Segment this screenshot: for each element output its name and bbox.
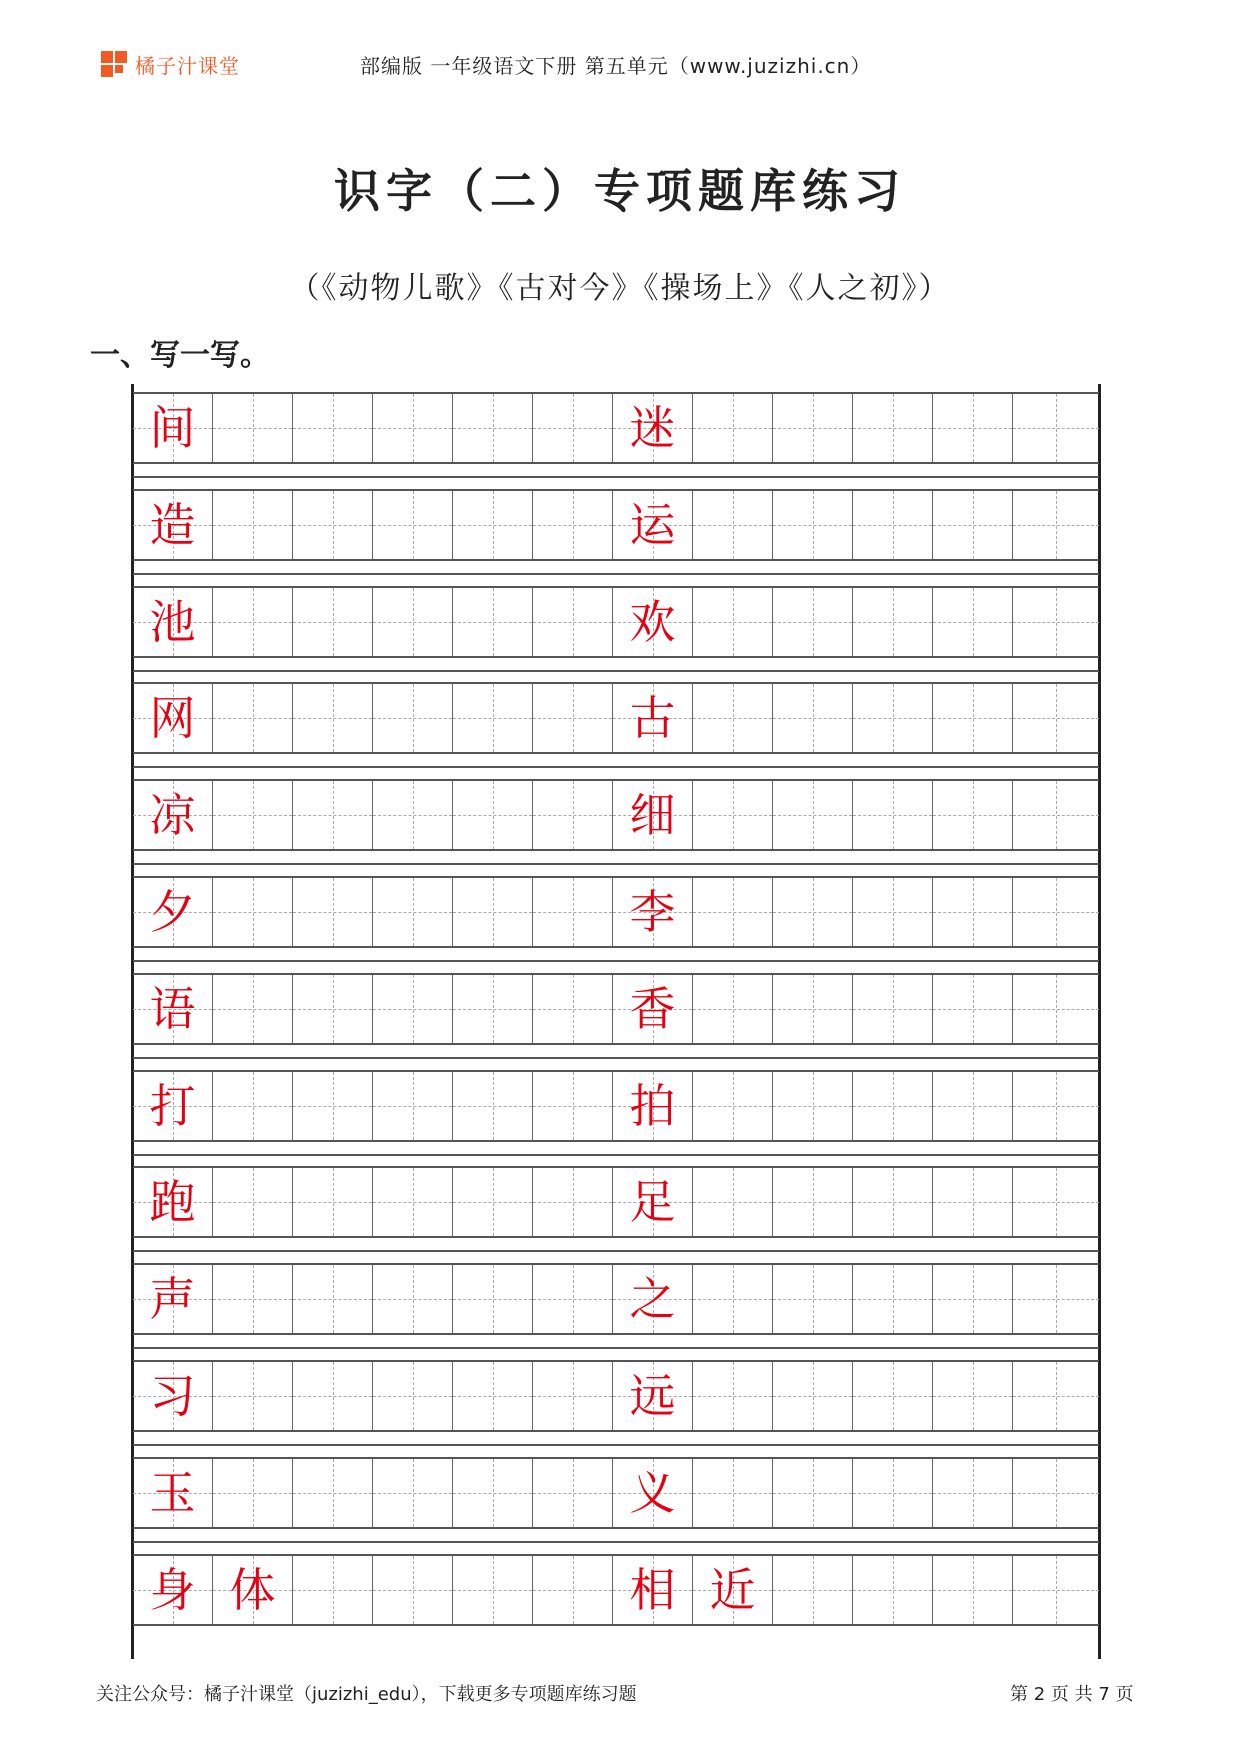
grid-cell[interactable] — [293, 588, 373, 656]
model-character: 义 — [629, 1465, 676, 1520]
grid-cell[interactable] — [693, 394, 773, 462]
grid-cell[interactable] — [693, 1362, 773, 1430]
grid-cell[interactable] — [773, 1072, 853, 1140]
grid-cell[interactable] — [373, 975, 453, 1043]
grid-cell[interactable] — [133, 394, 213, 462]
grid-cell[interactable] — [693, 1168, 773, 1236]
grid-cell[interactable] — [1013, 1362, 1099, 1430]
grid-cell[interactable] — [453, 1459, 533, 1527]
row-separator — [133, 1154, 1099, 1156]
grid-cell[interactable] — [533, 491, 613, 559]
grid-cell[interactable] — [213, 1168, 293, 1236]
grid-cell[interactable] — [373, 588, 453, 656]
model-character: 声 — [149, 1272, 196, 1327]
grid-cell[interactable] — [933, 1168, 1013, 1236]
grid-cell[interactable] — [853, 684, 933, 752]
grid-cell[interactable] — [773, 1168, 853, 1236]
model-character: 跑 — [149, 1175, 196, 1230]
grid-cell[interactable] — [933, 1556, 1013, 1624]
grid-cell[interactable] — [853, 1265, 933, 1333]
grid-cell[interactable] — [213, 1072, 293, 1140]
grid-cell[interactable] — [453, 878, 533, 946]
grid-cell[interactable] — [613, 1168, 693, 1236]
section-title: 一、写一写。 — [90, 338, 270, 373]
grid-cell[interactable] — [933, 1362, 1013, 1430]
grid-cell[interactable] — [613, 975, 693, 1043]
grid-cell[interactable] — [293, 975, 373, 1043]
model-character: 语 — [149, 981, 196, 1036]
grid-cell[interactable] — [373, 1168, 453, 1236]
grid-row — [133, 489, 1099, 561]
grid-cell[interactable] — [533, 1072, 613, 1140]
row-separator — [133, 863, 1099, 865]
grid-row — [133, 876, 1099, 948]
grid-cell[interactable] — [373, 1556, 453, 1624]
grid-cell[interactable] — [853, 1362, 933, 1430]
grid-row — [133, 682, 1099, 754]
row-separator — [133, 1444, 1099, 1446]
grid-cell[interactable] — [1013, 1459, 1099, 1527]
model-character: 玉 — [149, 1465, 196, 1520]
grid-cell[interactable] — [133, 1265, 213, 1333]
grid-cell[interactable] — [293, 491, 373, 559]
row-separator — [133, 960, 1099, 962]
grid-cell[interactable] — [773, 588, 853, 656]
row-separator — [133, 1250, 1099, 1252]
grid-cell[interactable] — [933, 1459, 1013, 1527]
grid-cell[interactable] — [213, 588, 293, 656]
grid-cell[interactable] — [453, 1072, 533, 1140]
grid-cell[interactable] — [133, 1459, 213, 1527]
grid-cell[interactable] — [293, 1556, 373, 1624]
grid-cell[interactable] — [533, 1459, 613, 1527]
model-character: 古 — [629, 691, 676, 746]
grid-cell[interactable] — [293, 1168, 373, 1236]
grid-cell[interactable] — [1013, 781, 1099, 849]
grid-cell[interactable] — [133, 491, 213, 559]
grid-cell[interactable] — [533, 1556, 613, 1624]
model-character: 习 — [149, 1369, 196, 1423]
model-character: 迷 — [629, 401, 676, 455]
grid-cell[interactable] — [373, 394, 453, 462]
grid-cell[interactable] — [693, 1556, 773, 1624]
grid-cell[interactable] — [693, 878, 773, 946]
grid-cell[interactable] — [613, 491, 693, 559]
grid-cell[interactable] — [853, 1168, 933, 1236]
model-character: 远 — [629, 1369, 676, 1423]
grid-cell[interactable] — [373, 491, 453, 559]
grid-row — [133, 1263, 1099, 1335]
grid-cell[interactable] — [373, 684, 453, 752]
grid-cell[interactable] — [1013, 1072, 1099, 1140]
model-character: 身 — [149, 1562, 196, 1617]
grid-cell[interactable] — [773, 684, 853, 752]
grid-cell[interactable] — [373, 1072, 453, 1140]
grid-cell[interactable] — [693, 1072, 773, 1140]
grid-row — [133, 1070, 1099, 1142]
grid-cell[interactable] — [133, 878, 213, 946]
grid-cell[interactable] — [133, 975, 213, 1043]
grid-cell[interactable] — [773, 975, 853, 1043]
grid-cell[interactable] — [853, 394, 933, 462]
grid-cell[interactable] — [853, 491, 933, 559]
grid-cell[interactable] — [773, 781, 853, 849]
row-separator — [133, 476, 1099, 478]
grid-cell[interactable] — [213, 878, 293, 946]
grid-cell[interactable] — [373, 1362, 453, 1430]
grid-row — [133, 1554, 1099, 1626]
model-character: 李 — [629, 885, 676, 939]
grid-cell[interactable] — [933, 975, 1013, 1043]
model-character: 足 — [629, 1175, 676, 1230]
grid-cell[interactable] — [613, 1556, 693, 1624]
grid-cell[interactable] — [453, 1168, 533, 1236]
grid-cell[interactable] — [853, 1072, 933, 1140]
grid-cell[interactable] — [293, 1459, 373, 1527]
grid-cell[interactable] — [1013, 878, 1099, 946]
model-character: 凉 — [149, 788, 196, 843]
grid-cell[interactable] — [533, 975, 613, 1043]
grid-cell[interactable] — [133, 781, 213, 849]
grid-cell[interactable] — [133, 1556, 213, 1624]
grid-cell[interactable] — [613, 588, 693, 656]
grid-cell[interactable] — [373, 781, 453, 849]
grid-cell[interactable] — [213, 1459, 293, 1527]
page-header — [0, 36, 1240, 96]
grid-cell[interactable] — [613, 1459, 693, 1527]
grid-cell[interactable] — [1013, 1168, 1099, 1236]
grid-cell[interactable] — [1013, 588, 1099, 656]
model-character: 造 — [149, 497, 196, 552]
grid-cell[interactable] — [693, 588, 773, 656]
grid-cell[interactable] — [453, 394, 533, 462]
grid-cell[interactable] — [773, 491, 853, 559]
brand-logo — [101, 50, 240, 79]
model-character: 近 — [709, 1562, 756, 1617]
grid-cell[interactable] — [773, 1265, 853, 1333]
grid-cell[interactable] — [933, 684, 1013, 752]
grid-cell[interactable] — [133, 588, 213, 656]
grid-cell[interactable] — [933, 491, 1013, 559]
grid-cell[interactable] — [693, 975, 773, 1043]
grid-cell[interactable] — [853, 975, 933, 1043]
grid-cell[interactable] — [933, 781, 1013, 849]
model-character: 网 — [149, 691, 196, 746]
grid-cell[interactable] — [213, 491, 293, 559]
grid-cell[interactable] — [933, 878, 1013, 946]
row-separator — [133, 573, 1099, 575]
grid-cell[interactable] — [453, 781, 533, 849]
grid-cell[interactable] — [373, 1459, 453, 1527]
grid-cell[interactable] — [933, 588, 1013, 656]
grid-cell[interactable] — [213, 684, 293, 752]
header-text: 部编版 一年级语文下册 第五单元（www.juzizhi.cn） — [360, 54, 872, 78]
writing-grid — [133, 384, 1099, 1659]
grid-cell[interactable] — [1013, 491, 1099, 559]
grid-cell[interactable] — [693, 491, 773, 559]
grid-cell[interactable] — [613, 1362, 693, 1430]
row-separator — [133, 1541, 1099, 1543]
grid-cell[interactable] — [613, 781, 693, 849]
grid-cell[interactable] — [293, 684, 373, 752]
grid-cell[interactable] — [453, 588, 533, 656]
grid-cell[interactable] — [853, 878, 933, 946]
grid-cell[interactable] — [773, 1556, 853, 1624]
grid-cell[interactable] — [533, 878, 613, 946]
logo-icon — [101, 51, 129, 79]
grid-cell[interactable] — [533, 1362, 613, 1430]
footer-note: 关注公众号：橘子汁课堂（juzizhi_edu），下载更多专项题库练习题 — [96, 1684, 637, 1705]
grid-cell[interactable] — [293, 1362, 373, 1430]
page-number: 第 2 页 共 7 页 — [1010, 1684, 1134, 1705]
grid-cell[interactable] — [613, 1072, 693, 1140]
grid-cell[interactable] — [933, 1072, 1013, 1140]
grid-cell[interactable] — [213, 394, 293, 462]
grid-cell[interactable] — [613, 684, 693, 752]
grid-cell[interactable] — [533, 781, 613, 849]
grid-cell[interactable] — [293, 878, 373, 946]
grid-cell[interactable] — [773, 394, 853, 462]
grid-cell[interactable] — [1013, 394, 1099, 462]
grid-cell[interactable] — [533, 588, 613, 656]
grid-cell[interactable] — [533, 1168, 613, 1236]
grid-cell[interactable] — [853, 1459, 933, 1527]
grid-row — [133, 1166, 1099, 1238]
model-character: 细 — [629, 788, 676, 843]
grid-cell[interactable] — [853, 781, 933, 849]
row-separator — [133, 766, 1099, 768]
grid-cell[interactable] — [293, 1072, 373, 1140]
row-separator — [133, 670, 1099, 672]
grid-cell[interactable] — [933, 394, 1013, 462]
model-character: 体 — [229, 1562, 276, 1617]
grid-cell[interactable] — [693, 1459, 773, 1527]
grid-cell[interactable] — [853, 588, 933, 656]
row-separator — [133, 1347, 1099, 1349]
grid-cell[interactable] — [213, 1556, 293, 1624]
grid-cell[interactable] — [933, 1265, 1013, 1333]
grid-cell[interactable] — [213, 1265, 293, 1333]
grid-cell[interactable] — [693, 781, 773, 849]
grid-cell[interactable] — [453, 684, 533, 752]
grid-cell[interactable] — [613, 1265, 693, 1333]
model-character: 之 — [629, 1272, 676, 1327]
grid-cell[interactable] — [613, 878, 693, 946]
model-character: 夕 — [149, 885, 196, 939]
grid-cell[interactable] — [853, 1556, 933, 1624]
grid-cell[interactable] — [693, 1265, 773, 1333]
grid-cell[interactable] — [453, 1362, 533, 1430]
grid-cell[interactable] — [613, 394, 693, 462]
grid-cell[interactable] — [213, 1362, 293, 1430]
grid-cell[interactable] — [133, 1362, 213, 1430]
grid-cell[interactable] — [453, 491, 533, 559]
model-character: 相 — [629, 1562, 676, 1617]
model-character: 香 — [629, 981, 676, 1036]
grid-cell[interactable] — [373, 1265, 453, 1333]
grid-cell[interactable] — [453, 975, 533, 1043]
grid-cell[interactable] — [1013, 684, 1099, 752]
grid-cell[interactable] — [373, 878, 453, 946]
grid-cell[interactable] — [1013, 1556, 1099, 1624]
grid-row — [133, 1360, 1099, 1432]
model-character: 欢 — [629, 594, 676, 649]
grid-cell[interactable] — [533, 1265, 613, 1333]
grid-cell[interactable] — [133, 684, 213, 752]
grid-cell[interactable] — [213, 781, 293, 849]
grid-row — [133, 1457, 1099, 1529]
grid-cell[interactable] — [773, 878, 853, 946]
grid-cell[interactable] — [453, 1556, 533, 1624]
model-character: 运 — [629, 497, 676, 552]
grid-cell[interactable] — [133, 1168, 213, 1236]
page-title: 识字（二）专项题库练习 — [334, 164, 906, 218]
grid-cell[interactable] — [773, 1459, 853, 1527]
grid-row — [133, 973, 1099, 1045]
grid-row — [133, 779, 1099, 851]
grid-cell[interactable] — [293, 394, 373, 462]
grid-cell[interactable] — [533, 394, 613, 462]
model-character: 池 — [149, 594, 196, 649]
row-separator — [133, 1057, 1099, 1059]
model-character: 拍 — [629, 1078, 676, 1133]
model-character: 打 — [149, 1078, 196, 1133]
grid-cell[interactable] — [133, 1072, 213, 1140]
grid-cell[interactable] — [533, 684, 613, 752]
page-subtitle: （《动物儿歌》《古对今》《操场上》《人之初》） — [289, 271, 951, 306]
grid-cell[interactable] — [453, 1265, 533, 1333]
grid-cell[interactable] — [1013, 1265, 1099, 1333]
grid-cell[interactable] — [213, 975, 293, 1043]
grid-row — [133, 586, 1099, 658]
brand-name: 橘子汁课堂 — [135, 54, 240, 78]
grid-row — [133, 392, 1099, 464]
model-character: 间 — [149, 401, 196, 455]
grid-cell[interactable] — [1013, 975, 1099, 1043]
grid-cell[interactable] — [773, 1362, 853, 1430]
grid-cell[interactable] — [693, 684, 773, 752]
grid-cell[interactable] — [293, 1265, 373, 1333]
grid-cell[interactable] — [293, 781, 373, 849]
